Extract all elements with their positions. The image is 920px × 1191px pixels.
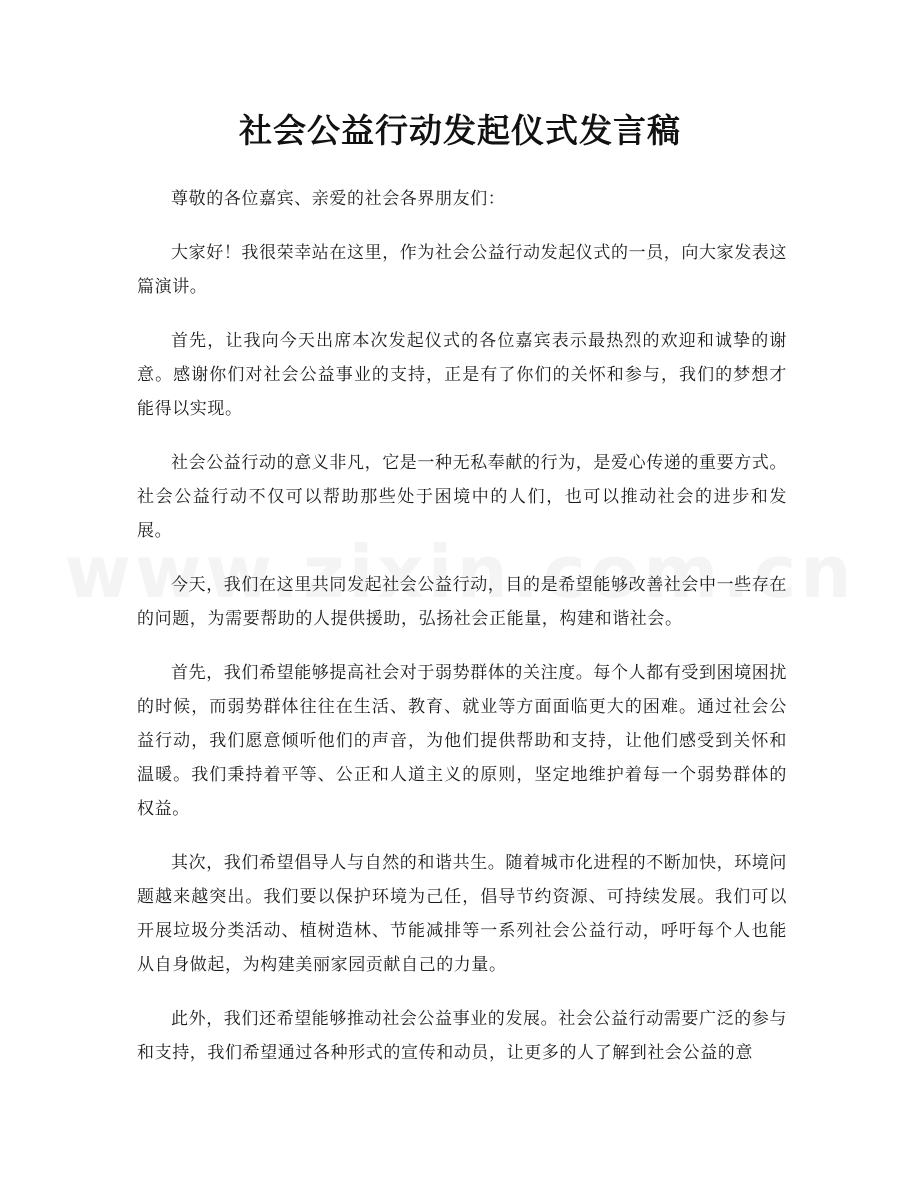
salutation-paragraph: 尊敬的各位嘉宾、亲爱的社会各界朋友们：: [171, 189, 506, 209]
body-paragraph: 此外，我们还希望能够推动社会公益事业的发展。社会公益行动需要广泛的参与和支持，我们希望通过各种形式的宣传和动员，让更多的人了解到社会公益的意: [137, 1009, 787, 1063]
body-paragraph: 其次，我们希望倡导人与自然的和谐共生。随着城市化进程的不断加快，环境问题越来越突出。我们要以保护环境为己任，倡导节约资源、可持续发展。我们可以开展垃圾分类活动、植树造林、节能减排等一系列社会公益行动，呼吁每个人也能从自身做起，为构建美丽家园贡献自己的力量。: [137, 853, 787, 975]
document-body: [137, 182, 787, 1090]
body-paragraph: 社会公益行动的意义非凡，它是一种无私奉献的行为，是爱心传递的重要方式。社会公益行动不仅可以帮助那些处于困境中的人们，也可以推动社会的进步和发展。: [137, 453, 787, 541]
body-paragraph: 今天，我们在这里共同发起社会公益行动，目的是希望能够改善社会中一些存在的问题，为需要帮助的人提供援助，弘扬社会正能量，构建和谐社会。: [137, 575, 787, 629]
page-title: 社会公益行动发起仪式发言稿: [239, 111, 681, 150]
body-paragraph: 首先，我们希望能够提高社会对于弱势群体的关注度。每个人都有受到困境困扰的时候，而弱势群体往往在生活、教育、就业等方面面临更大的困难。通过社会公益行动，我们愿意倾听他们的声音，为他们提供帮助和支持，让他们感受到关怀和温暖。我们秉持着平等、公正和人道主义的原则，坚定地维护着每一个弱势群体的权益。: [137, 663, 787, 819]
body-paragraph: 大家好！我很荣幸站在这里，作为社会公益行动发起仪式的一员，向大家发表这篇演讲。: [137, 243, 787, 297]
body-paragraph: 首先，让我向今天出席本次发起仪式的各位嘉宾表示最热烈的欢迎和诚挚的谢意。感谢你们对社会公益事业的支持，正是有了你们的关怀和参与，我们的梦想才能得以实现。: [137, 331, 787, 419]
